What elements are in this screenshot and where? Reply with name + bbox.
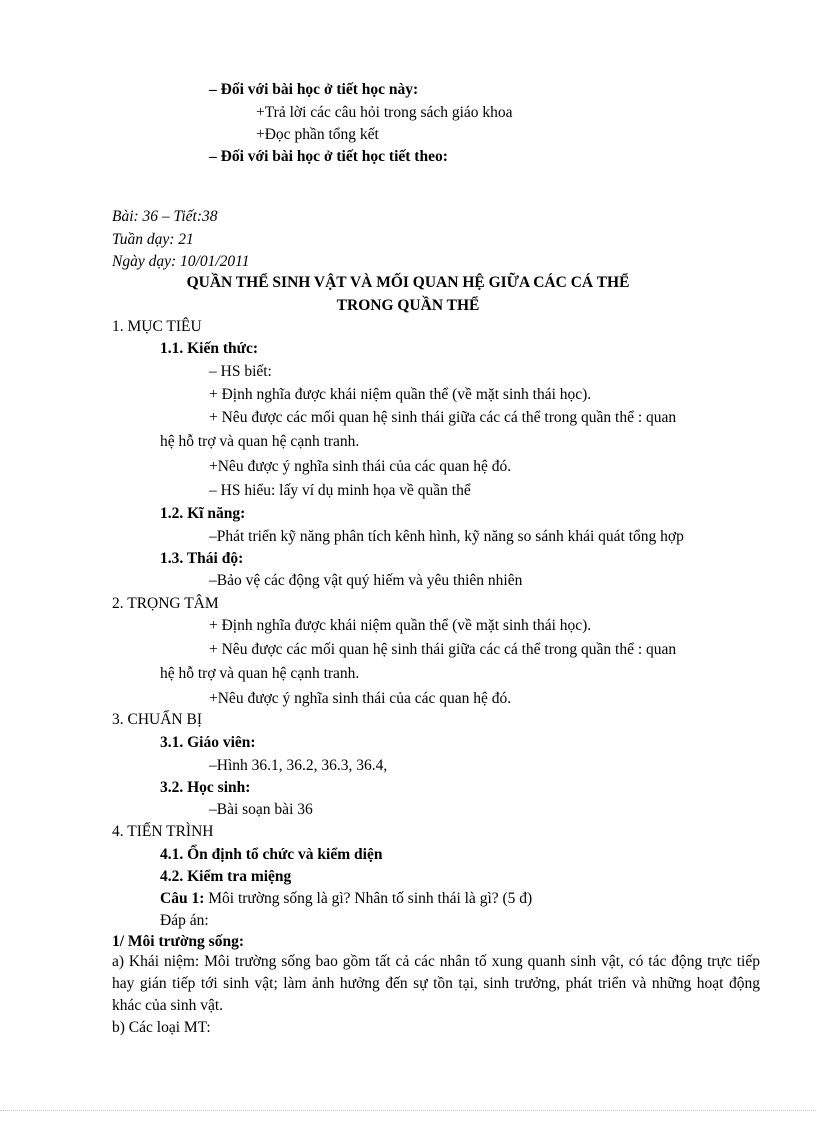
section-1-3-heading: 1.3. Thái độ: — [160, 550, 244, 567]
s1-line-4: +Nêu được ý nghĩa sinh thái của các quan hệ đó. — [209, 458, 512, 475]
section-1-heading: 1. MỤC TIÊU — [112, 318, 202, 335]
section-4-1-heading: 4.1. Ổn định tổ chức và kiểm diện — [160, 846, 383, 863]
section-1-1-heading: 1.1. Kiến thức: — [160, 340, 258, 357]
section-2-heading: 2. TRỌNG TÂM — [112, 595, 219, 612]
lesson-title-line-1: QUẦN THỂ SINH VẬT VÀ MỐI QUAN HỆ GIỮA CÁC CÁ THỂ — [186, 274, 630, 291]
environment-types: b) Các loại MT: — [112, 1019, 211, 1036]
top-line-4: – Đối với bài học ở tiết học tiết theo: — [209, 148, 448, 165]
section-3-1-heading: 3.1. Giáo viên: — [160, 734, 256, 751]
lesson-title-line-2: TRONG QUẦN THỂ — [336, 297, 480, 314]
section-1-2-heading: 1.2. Kĩ năng: — [160, 505, 246, 522]
s2-line-1: + Định nghĩa được khái niệm quần thể (về mặt sinh thái học). — [209, 617, 592, 634]
teaching-week: Tuần dạy: 21 — [112, 231, 194, 248]
s2-line-2b: hệ hỗ trợ và quan hệ cạnh tranh. — [160, 665, 360, 682]
s1-line-7: –Bảo vệ các động vật quý hiếm và yêu thiên nhiên — [209, 572, 523, 589]
s2-line-3: +Nêu được ý nghĩa sinh thái của các quan hệ đó. — [209, 690, 512, 707]
environment-definition-paragraph: a) Khái niệm: Môi trường sống bao gồm tất cả các nhân tố xung quanh sinh vật, có tác động trực tiếp hay gián tiếp tới sinh vật; làm ảnh hưởng đến sự tồn tại, sinh trưởng, phát triển và những hoạt động khác của sinh vật. — [112, 953, 760, 1014]
s3-line-2: –Bài soạn bài 36 — [209, 801, 313, 818]
s1-line-2: + Định nghĩa được khái niệm quần thể (về mặt sinh thái học). — [209, 386, 592, 403]
section-3-2-heading: 3.2. Học sinh: — [160, 779, 251, 796]
question-1-text: Môi trường sống là gì? Nhân tố sinh thái là gì? (5 đ) — [204, 890, 533, 907]
environment-heading: 1/ Môi trường sống: — [112, 933, 244, 950]
s1-line-1: – HS biết: — [209, 363, 272, 380]
question-1-label: Câu 1: — [160, 890, 205, 907]
question-1 — [160, 889, 532, 909]
top-line-1: – Đối với bài học ở tiết học này: — [209, 81, 419, 98]
s1-line-5: – HS hiểu: lấy ví dụ minh họa về quần thể — [209, 482, 471, 499]
s1-line-6: –Phát triển kỹ năng phân tích kênh hình, kỹ năng so sánh khái quát tổng hợp — [209, 528, 684, 545]
teaching-date: Ngày dạy: 10/01/2011 — [112, 253, 250, 270]
s1-line-3a: + Nêu được các mối quan hệ sinh thái giữa các cá thể trong quần thể : quan — [209, 409, 677, 426]
lesson-number: Bài: 36 – Tiết:38 — [112, 208, 218, 225]
page-break-divider — [0, 1110, 816, 1111]
s3-line-1: –Hình 36.1, 36.2, 36.3, 36.4, — [209, 757, 388, 774]
s1-line-3b: hệ hỗ trợ và quan hệ cạnh tranh. — [160, 433, 360, 450]
answer-label: Đáp án: — [160, 912, 209, 929]
section-3-heading: 3. CHUẨN BỊ — [112, 711, 202, 728]
top-line-3: +Đọc phần tổng kết — [256, 126, 379, 143]
top-line-2: +Trả lời các câu hỏi trong sách giáo khoa — [256, 104, 513, 121]
section-4-2-heading: 4.2. Kiểm tra miệng — [160, 868, 292, 885]
s2-line-2a: + Nêu được các mối quan hệ sinh thái giữa các cá thể trong quần thể : quan — [209, 641, 677, 658]
section-4-heading: 4. TIẾN TRÌNH — [112, 823, 214, 840]
